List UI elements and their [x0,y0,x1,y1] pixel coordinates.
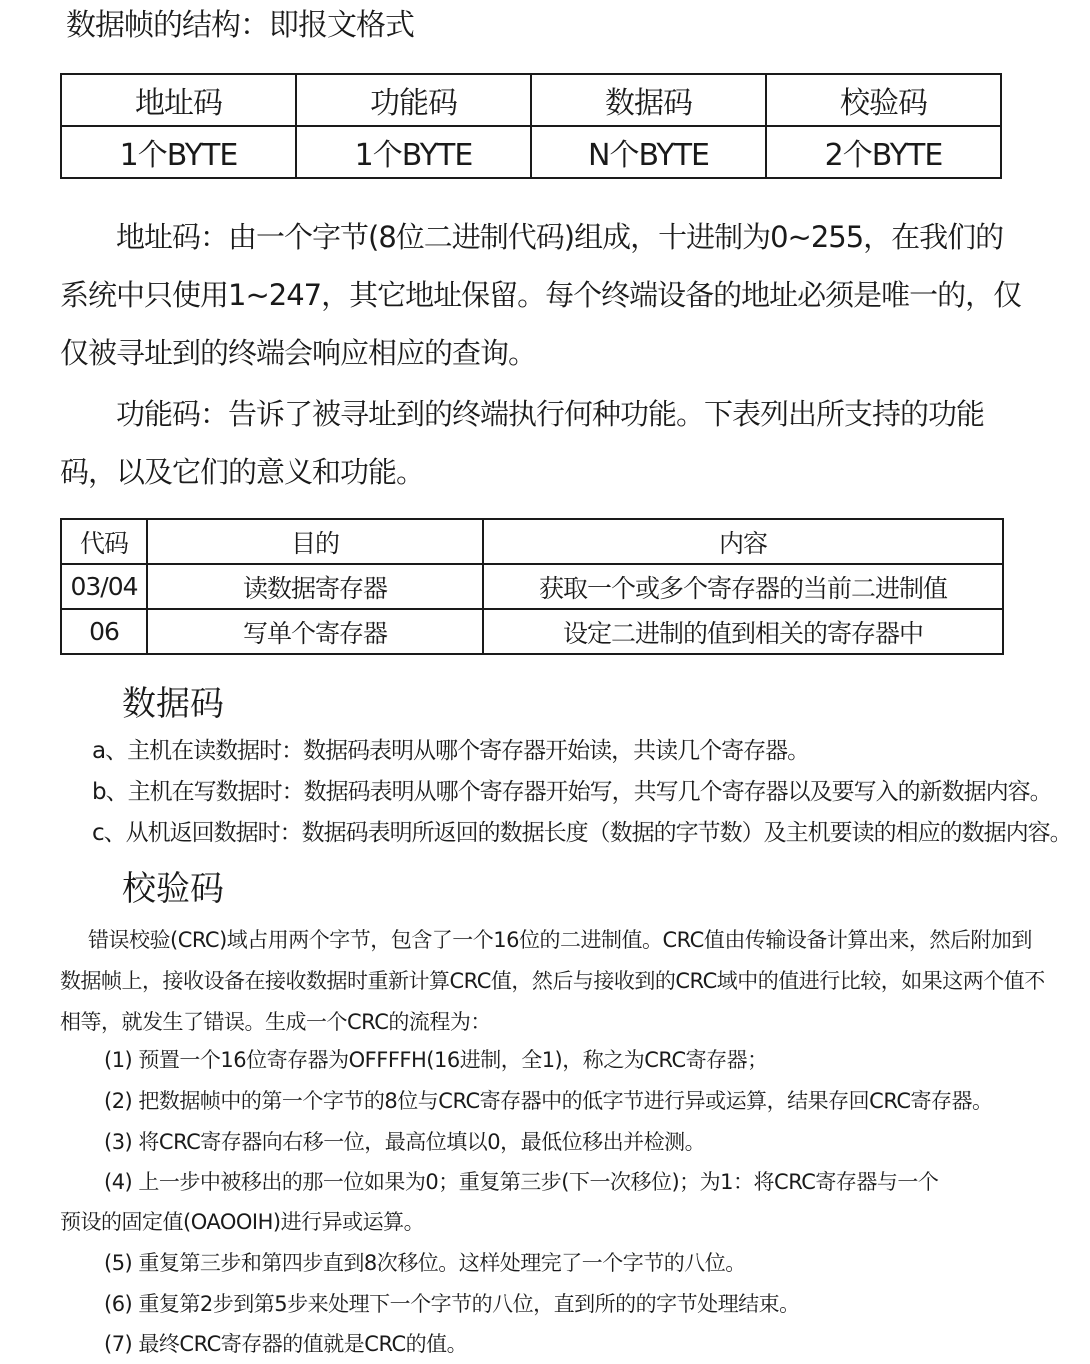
header-code: 代码 [61,519,147,564]
crc-step: (5) 重复第三步和第四步直到8次移位。这样处理完了一个字节的八位。 [104,1251,746,1275]
data-code-item: a、主机在读数据时：数据码表明从哪个寄存器开始读，共读几个寄存器。 [92,738,810,764]
data-code-item: c、从机返回数据时：数据码表明所返回的数据长度（数据的字节数）及主机要读的相应的数据内容。 [92,820,1072,846]
data-code-heading: 数据码 [122,684,224,724]
header-check-code: 校验码 [766,74,1001,126]
content-cell: 获取一个或多个寄存器的当前二进制值 [483,564,1003,609]
function-code-paragraph: 功能码：告诉了被寻址到的终端执行何种功能。下表列出所支持的功能码，以及它们的意义和功能。 [60,397,985,489]
crc-step: (3) 将CRC寄存器向右移一位，最高位填以0，最低位移出并检测。 [104,1130,706,1154]
function-code-size: 1个BYTE [296,126,531,178]
crc-step: (4) 上一步中被移出的那一位如果为0；重复第三步(下一次移位)；为1：将CRC寄存器与一个 [104,1170,939,1194]
data-code-item: b、主机在写数据时：数据码表明从哪个寄存器开始写，共写几个寄存器以及要写入的新数据内容。 [92,779,1052,805]
data-code-size: N个BYTE [531,126,766,178]
address-code-paragraph: 地址码：由一个字节(8位二进制代码)组成，十进制为0~255，在我们的系统中只使用1~247，其它地址保留。每个终端设备的地址必须是唯一的，仅仅被寻址到的终端会响应相应的查询。 [60,220,1022,370]
content-cell: 设定二进制的值到相关的寄存器中 [483,609,1003,654]
check-code-heading: 校验码 [122,869,224,909]
function-code-table [60,518,1004,655]
check-code-size: 2个BYTE [766,126,1001,178]
purpose-cell: 读数据寄存器 [147,564,483,609]
table-header-row [61,74,1001,126]
header-purpose: 目的 [147,519,483,564]
header-function-code: 功能码 [296,74,531,126]
header-data-code: 数据码 [531,74,766,126]
header-content: 内容 [483,519,1003,564]
code-cell: 06 [61,609,147,654]
crc-step-continuation: 预设的固定值(OAOOIH)进行异或运算。 [60,1210,425,1234]
frame-structure-table [60,73,1002,179]
table-row [61,609,1003,654]
table-row [61,564,1003,609]
check-code-intro: 错误校验(CRC)域占用两个字节，包含了一个16位的二进制值。CRC值由传输设备计算出来，然后附加到数据帧上，接收设备在接收数据时重新计算CRC值，然后与接收到的CRC域中的值进行比较，如果这两个值不相等，就发生了错误。生成一个CRC的流程为： [60,928,1045,1034]
table-row [61,126,1001,178]
page-title: 数据帧的结构：即报文格式 [66,8,414,43]
crc-step: (7) 最终CRC寄存器的值就是CRC的值。 [104,1332,468,1356]
address-code-size: 1个BYTE [61,126,296,178]
purpose-cell: 写单个寄存器 [147,609,483,654]
table-header-row [61,519,1003,564]
code-cell: 03/04 [61,564,147,609]
crc-step: (1) 预置一个16位寄存器为OFFFFH(16进制，全1)，称之为CRC寄存器； [104,1048,768,1072]
crc-step: (6) 重复第2步到第5步来处理下一个字节的八位，直到所的的字节处理结束。 [104,1292,800,1316]
crc-step: (2) 把数据帧中的第一个字节的8位与CRC寄存器中的低字节进行异或运算，结果存回CRC寄存器。 [104,1089,993,1113]
header-address-code: 地址码 [61,74,296,126]
